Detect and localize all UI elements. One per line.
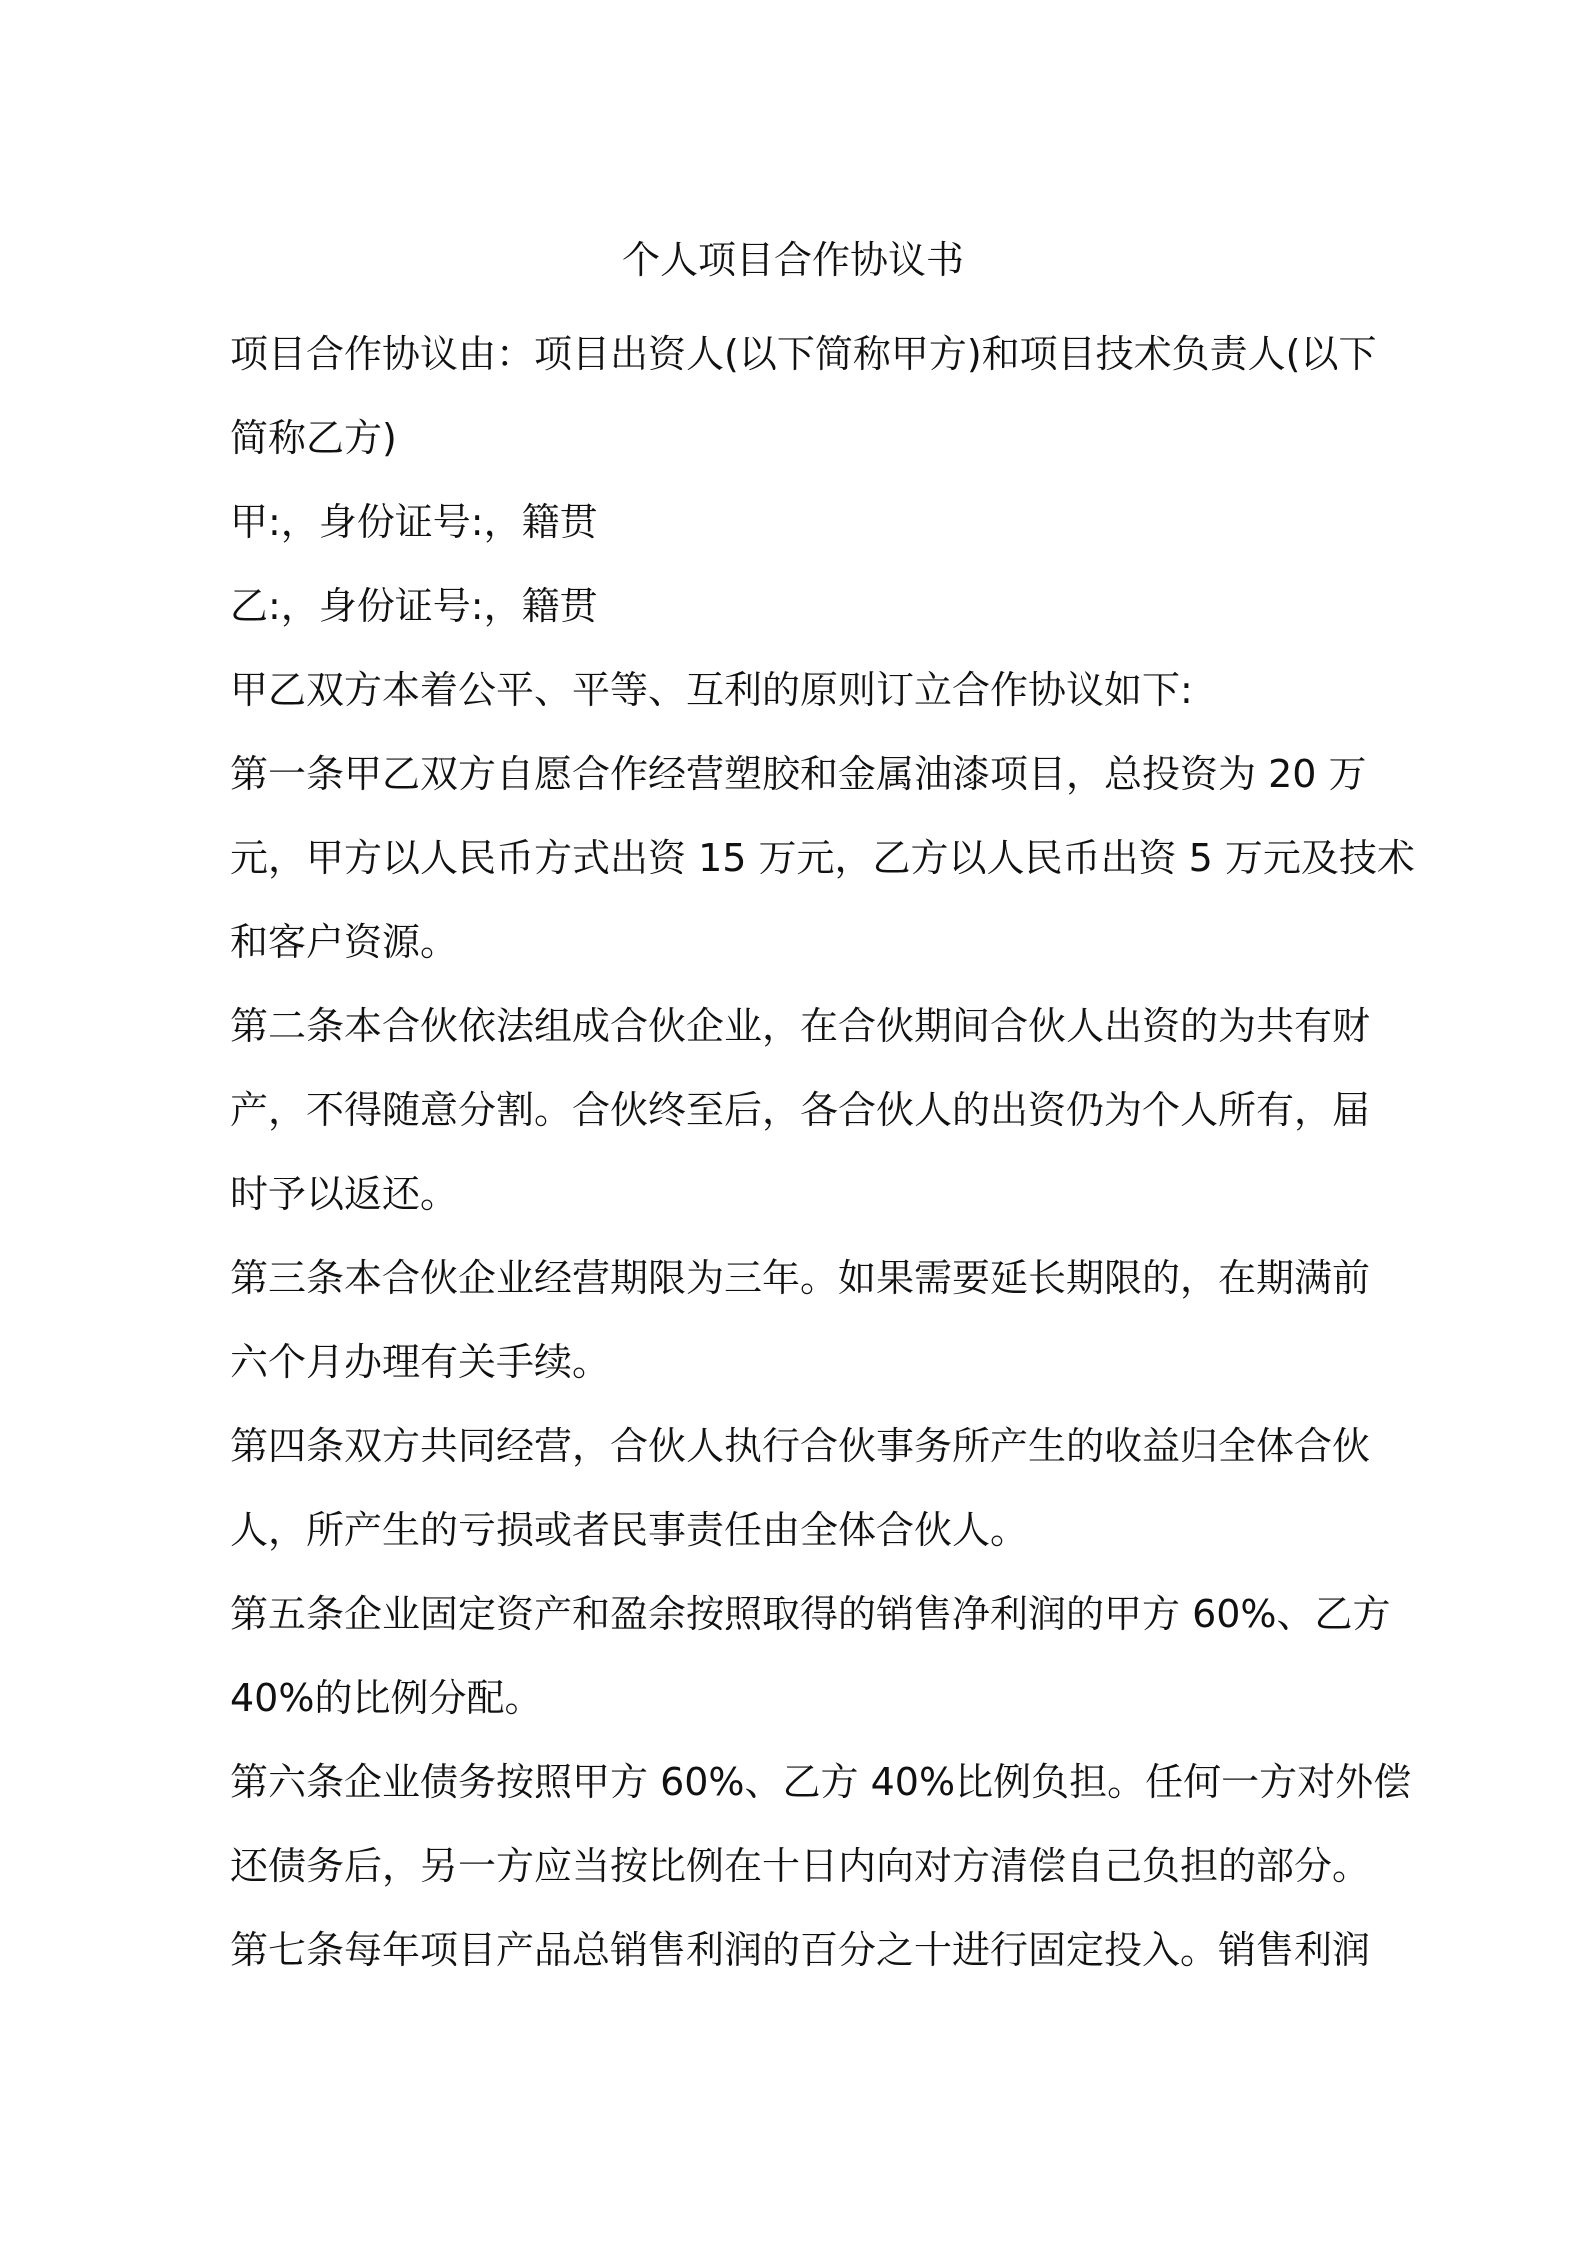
- text-line: 第四条双方共同经营，合伙人执行合伙事务所产生的收益归全体合伙: [230, 1424, 1371, 1468]
- text-line: 甲:，身份证号:，籍贯: [230, 500, 598, 544]
- paragraph-article-7: [230, 1908, 1370, 1992]
- text-line: 第七条每年项目产品总销售利润的百分之十进行固定投入。销售利润: [230, 1928, 1371, 1972]
- text-line: 和客户资源。: [230, 920, 459, 964]
- paragraph-article-4: [230, 1404, 1370, 1572]
- text-line: 简称乙方): [230, 416, 397, 460]
- text-line: 第五条企业固定资产和盈余按照取得的销售净利润的甲方 60%、乙方: [230, 1592, 1391, 1636]
- text-line: 产，不得随意分割。合伙终至后，各合伙人的出资仍为个人所有，届: [230, 1088, 1371, 1132]
- paragraph-party-a: [230, 480, 1370, 564]
- paragraph-article-5: [230, 1572, 1391, 1740]
- paragraph-intro: [230, 312, 1377, 480]
- paragraph-article-2: [230, 984, 1370, 1236]
- paragraph-article-3: [230, 1236, 1370, 1404]
- text-line: 人，所产生的亏损或者民事责任由全体合伙人。: [230, 1508, 1029, 1552]
- paragraph-principles: [230, 648, 1370, 732]
- text-line: 第六条企业债务按照甲方 60%、乙方 40%比例负担。任何一方对外偿: [230, 1760, 1412, 1804]
- paragraph-party-b: [230, 564, 1370, 648]
- document-body: [230, 312, 1415, 1992]
- paragraph-article-1: [230, 732, 1415, 984]
- text-line: 乙:，身份证号:，籍贯: [230, 584, 598, 628]
- text-line: 六个月办理有关手续。: [230, 1340, 611, 1384]
- text-line: 第一条甲乙双方自愿合作经营塑胶和金属油漆项目，总投资为 20 万: [230, 752, 1367, 796]
- text-line: 元，甲方以人民币方式出资 15 万元，乙方以人民币出资 5 万元及技术: [230, 836, 1415, 880]
- paragraph-article-6: [230, 1740, 1412, 1908]
- text-line: 第三条本合伙企业经营期限为三年。如果需要延长期限的，在期满前: [230, 1256, 1371, 1300]
- document-title: 个人项目合作协议书: [621, 238, 964, 282]
- text-line: 甲乙双方本着公平、平等、互利的原则订立合作协议如下:: [230, 668, 1193, 712]
- text-line: 时予以返还。: [230, 1172, 459, 1216]
- text-line: 40%的比例分配。: [230, 1676, 543, 1720]
- text-line: 还债务后，另一方应当按比例在十日内向对方清偿自己负担的部分。: [230, 1844, 1371, 1888]
- text-line: 第二条本合伙依法组成合伙企业，在合伙期间合伙人出资的为共有财: [230, 1004, 1371, 1048]
- text-line: 项目合作协议由：项目出资人(以下简称甲方)和项目技术负责人(以下: [230, 332, 1377, 376]
